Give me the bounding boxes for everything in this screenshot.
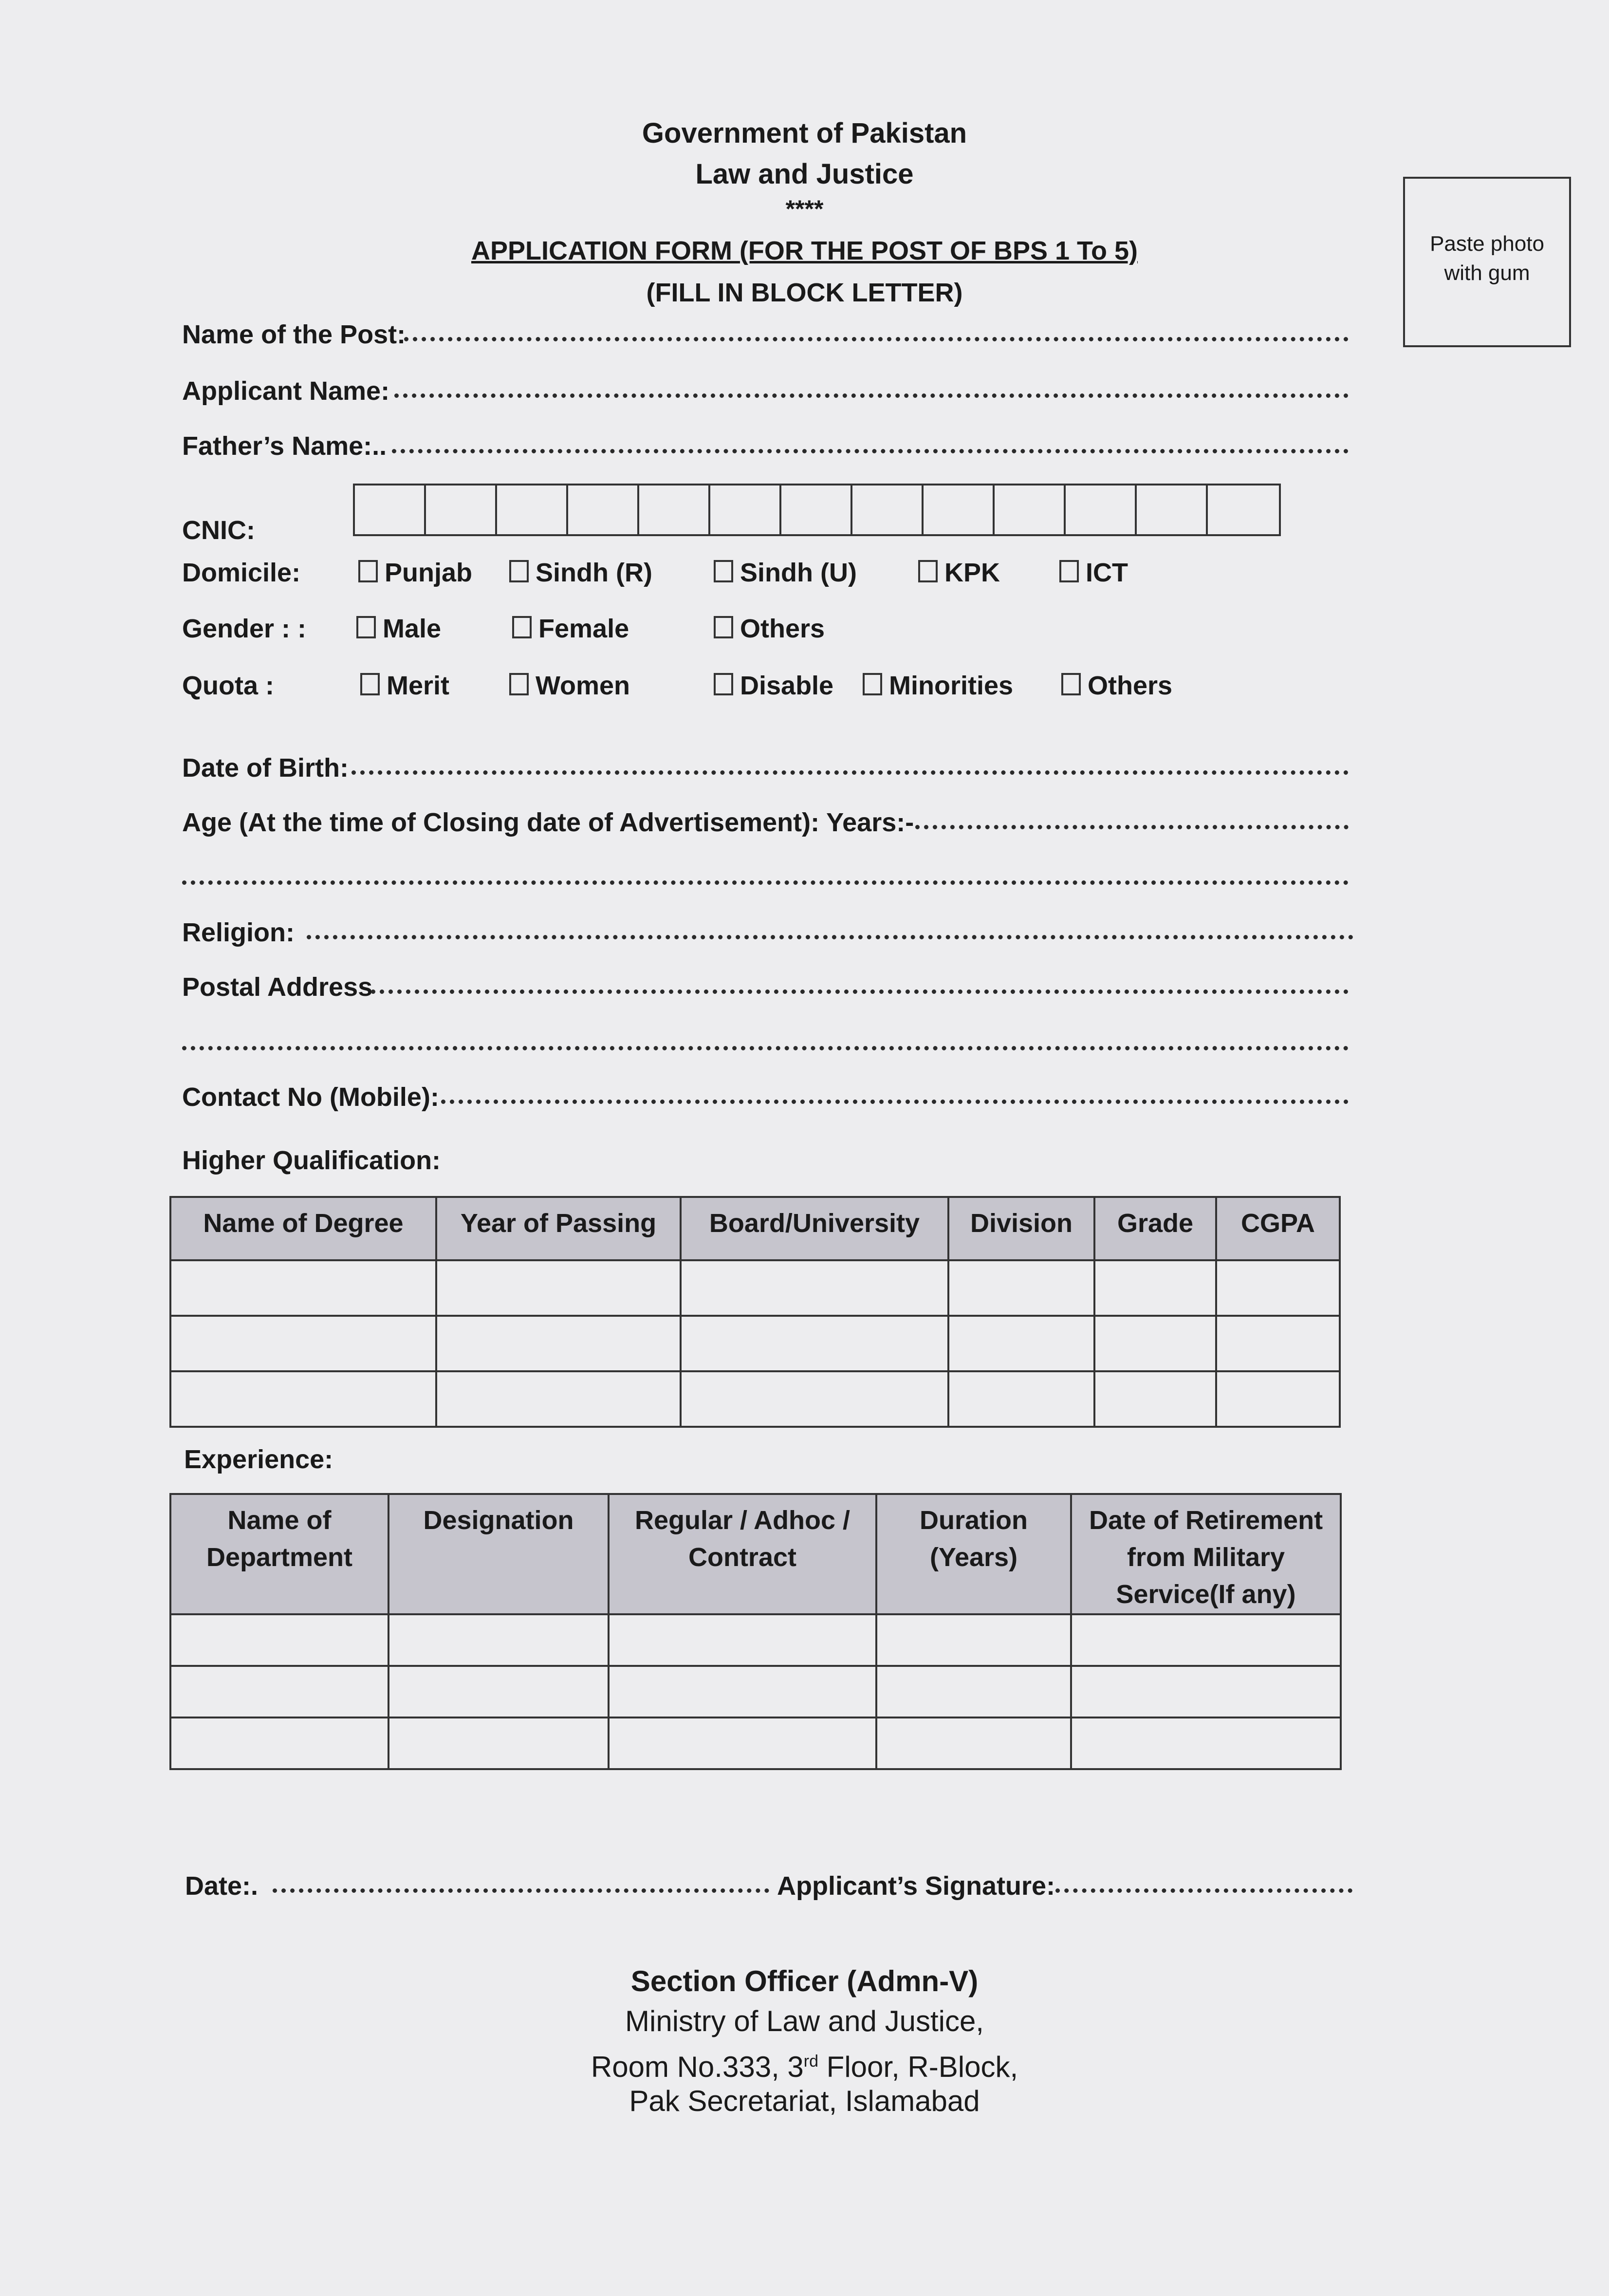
experience-label: Experience: [184,1445,333,1474]
table-row [170,1316,1340,1371]
age-field[interactable] [915,825,1349,829]
gender-others[interactable]: Others [714,614,825,644]
photo-label-2: with gum [1444,261,1530,285]
checkbox-icon [358,560,378,582]
contact-field[interactable] [441,1100,1349,1104]
cnic-digit[interactable] [1066,485,1137,534]
religion-field[interactable] [307,935,1353,939]
form-title-text: APPLICATION FORM (FOR THE POST OF BPS 1 To 5) [471,236,1138,265]
table-cell[interactable] [1094,1260,1216,1316]
table-cell[interactable] [948,1260,1094,1316]
checkbox-icon [1059,560,1079,582]
checkbox-icon [1061,673,1081,695]
table-cell[interactable] [1071,1717,1341,1769]
table-cell[interactable] [1094,1316,1216,1371]
table-cell[interactable] [681,1371,948,1427]
gender-female[interactable]: Female [512,614,629,644]
address-label: Postal Address [182,972,373,1002]
table-cell[interactable] [948,1371,1094,1427]
father-field[interactable] [392,449,1349,453]
cnic-boxes[interactable] [353,484,1281,536]
checkbox-icon [714,673,733,695]
table-row [170,1260,1340,1316]
experience-header-designation: Designation [388,1494,609,1614]
experience-header-row [170,1494,1341,1614]
experience-header-department: Name of Department [170,1494,388,1614]
table-cell[interactable] [876,1614,1071,1666]
quota-merit[interactable]: Merit [360,671,449,701]
table-cell[interactable] [436,1371,681,1427]
table-cell[interactable] [436,1316,681,1371]
table-cell[interactable] [1071,1666,1341,1717]
cnic-digit[interactable] [995,485,1066,534]
qualification-table [169,1196,1341,1428]
cnic-digit[interactable] [710,485,781,534]
table-row [170,1666,1341,1717]
qualification-header-division: Division [948,1197,1094,1260]
table-cell[interactable] [170,1666,388,1717]
qualification-header-year: Year of Passing [436,1197,681,1260]
quota-label: Quota : [182,671,274,700]
quota-disable[interactable]: Disable [714,671,833,701]
qualification-header-board: Board/University [681,1197,948,1260]
address-field[interactable] [371,989,1349,994]
experience-table [169,1493,1342,1770]
gender-label: Gender : : [182,614,307,643]
dob-field[interactable] [351,770,1349,775]
experience-header-type: Regular / Adhoc / Contract [609,1494,876,1614]
cnic-digit[interactable] [1137,485,1208,534]
domicile-sindh-u[interactable]: Sindh (U) [714,558,857,588]
signature-label: Applicant’s Signature: [777,1871,1055,1901]
domicile-ict[interactable]: ICT [1059,558,1128,588]
gender-male[interactable]: Male [356,614,441,644]
table-cell[interactable] [681,1316,948,1371]
age-field-continued[interactable] [182,880,1349,885]
table-cell[interactable] [170,1717,388,1769]
cnic-digit[interactable] [1208,485,1279,534]
quota-others[interactable]: Others [1061,671,1172,701]
table-row [170,1717,1341,1769]
table-cell[interactable] [388,1717,609,1769]
experience-header-retirement: Date of Retirement from Military Service(If any) [1071,1494,1341,1614]
table-cell[interactable] [1216,1316,1340,1371]
qualification-header-grade: Grade [1094,1197,1216,1260]
applicant-label: Applicant Name: [182,376,390,406]
applicant-field[interactable] [394,393,1349,398]
dob-label: Date of Birth: [182,753,349,783]
footer-room: Room No.333, 3rd Floor, R-Block, [591,2051,1018,2083]
table-cell[interactable] [948,1316,1094,1371]
cnic-digit[interactable] [639,485,710,534]
qualification-header-cgpa: CGPA [1216,1197,1340,1260]
checkbox-icon [714,616,733,638]
photo-box[interactable] [1403,177,1571,347]
quota-women[interactable]: Women [509,671,630,701]
cnic-digit[interactable] [852,485,924,534]
table-cell[interactable] [388,1614,609,1666]
cnic-label: CNIC: [182,516,255,545]
address-field-continued[interactable] [182,1046,1349,1050]
table-cell[interactable] [1216,1371,1340,1427]
table-cell[interactable] [1071,1614,1341,1666]
table-cell[interactable] [170,1614,388,1666]
table-cell[interactable] [681,1260,948,1316]
footer-ministry: Ministry of Law and Justice, [625,2005,984,2037]
table-cell[interactable] [388,1666,609,1717]
cnic-digit[interactable] [781,485,852,534]
signature-field[interactable] [1055,1888,1352,1893]
table-cell[interactable] [170,1316,436,1371]
cnic-digit[interactable] [568,485,639,534]
form-instruction: (FILL IN BLOCK LETTER) [646,278,963,307]
domicile-label: Domicile: [182,558,301,587]
qualification-header-degree: Name of Degree [170,1197,436,1260]
date-label: Date:. [185,1871,259,1901]
cnic-digit[interactable] [355,485,426,534]
experience-header-duration: Duration (Years) [876,1494,1071,1614]
quota-minorities[interactable]: Minorities [863,671,1013,701]
checkbox-icon [356,616,376,638]
footer-officer: Section Officer (Admn-V) [630,1965,979,1997]
table-cell[interactable] [609,1666,876,1717]
table-cell[interactable] [876,1666,1071,1717]
father-label: Father’s Name:.. [182,431,387,461]
header-ministry: Law and Justice [695,158,914,190]
table-cell[interactable] [170,1371,436,1427]
cnic-digit[interactable] [497,485,568,534]
cnic-digit[interactable] [924,485,995,534]
cnic-digit[interactable] [426,485,497,534]
religion-label: Religion: [182,918,295,947]
checkbox-icon [509,560,529,582]
photo-label-1: Paste photo [1430,232,1544,256]
table-cell[interactable] [609,1717,876,1769]
form-title [0,236,1609,266]
date-field[interactable] [273,1888,769,1893]
table-cell[interactable] [170,1260,436,1316]
header-government: Government of Pakistan [642,117,967,149]
table-cell[interactable] [876,1717,1071,1769]
table-row [170,1614,1341,1666]
checkbox-icon [918,560,938,582]
checkbox-icon [360,673,380,695]
checkbox-icon [512,616,532,638]
table-cell[interactable] [436,1260,681,1316]
domicile-kpk[interactable]: KPK [918,558,1000,588]
qualification-header-row [170,1197,1340,1260]
contact-label: Contact No (Mobile): [182,1083,439,1112]
header-stars: **** [785,195,824,223]
table-cell[interactable] [609,1614,876,1666]
domicile-punjab[interactable]: Punjab [358,558,472,588]
post-label: Name of the Post: [182,320,406,349]
domicile-sindh-r[interactable]: Sindh (R) [509,558,652,588]
table-row [170,1371,1340,1427]
age-label: Age (At the time of Closing date of Advertisement): Years:- [182,808,914,837]
qualification-label: Higher Qualification: [182,1146,441,1175]
checkbox-icon [714,560,733,582]
table-cell[interactable] [1094,1371,1216,1427]
post-field[interactable] [404,337,1349,341]
table-cell[interactable] [1216,1260,1340,1316]
checkbox-icon [509,673,529,695]
footer-location: Pak Secretariat, Islamabad [629,2085,980,2117]
checkbox-icon [863,673,882,695]
